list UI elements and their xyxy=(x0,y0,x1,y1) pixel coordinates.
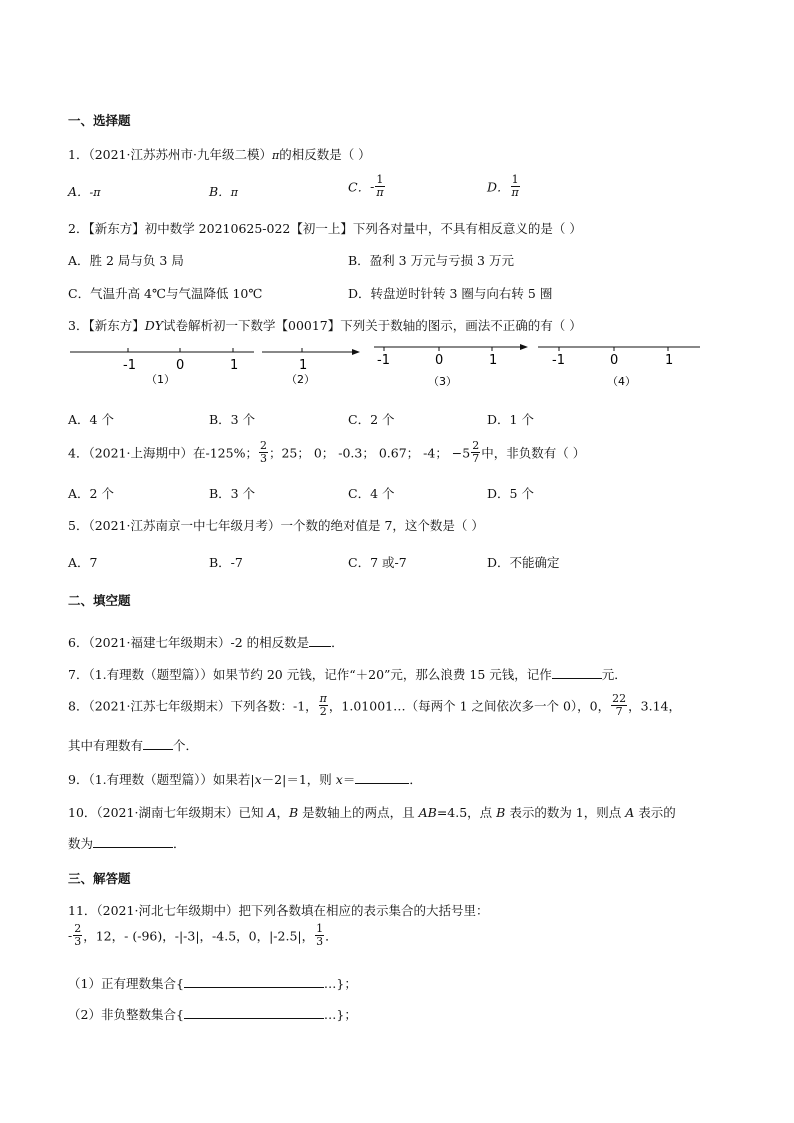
q2-option-c[interactable]: C．气温升高 4℃与气温降低 10℃ xyxy=(68,286,263,301)
q3-option-c[interactable]: C．2 个 xyxy=(348,412,395,427)
pi-symbol: π xyxy=(271,149,280,162)
q3-stem-dy: DY xyxy=(144,318,163,333)
q11-end: ． xyxy=(325,928,338,944)
question-2: 2．【新东方】初中数学 20210625-022【初一上】下列各对量中，不具有相反意义的是（ ） xyxy=(68,221,582,236)
var-AB: AB xyxy=(418,805,437,820)
q7-stem: 7．（1.有理数（题型篇））如果节约 20 元钱，记作“＋20”元，那么浪费 15 元钱，记作 xyxy=(68,667,552,682)
tick-label: -1 xyxy=(552,353,565,368)
tick-label: -1 xyxy=(123,358,136,373)
q1-option-c[interactable] xyxy=(348,174,386,199)
var-A: A xyxy=(267,805,277,820)
q10-s2: 是数轴上的两点，且 xyxy=(298,805,419,820)
section-heading-choice: 一、选择题 xyxy=(68,113,131,128)
numerator: 2 xyxy=(74,922,82,935)
denominator: π xyxy=(376,186,384,199)
figure-caption: （2） xyxy=(286,373,315,386)
q9-eq: ＝ xyxy=(342,772,356,787)
set-label: （1）正有理数集合{ xyxy=(68,976,184,991)
tick-label: 1 xyxy=(230,358,239,373)
answer-blank[interactable] xyxy=(184,1006,324,1019)
question-7 xyxy=(68,665,627,683)
tick-label: 0 xyxy=(176,358,185,373)
q6-stem: 6．（2021·福建七年级期末）-2 的相反数是 xyxy=(68,635,310,650)
q10-stem: 10．（2021·湖南七年级期末）已知 xyxy=(68,805,268,820)
q9-stem: 9．（1.有理数（题型篇））如果若| xyxy=(68,772,255,787)
q5-option-d[interactable]: D．不能确定 xyxy=(487,555,560,570)
q11-nums: ，12，- (-96)，-|-3|，-4.5，0，|-2.5|， xyxy=(83,928,315,944)
q4-option-d[interactable]: D．5 个 xyxy=(487,486,534,501)
numerator: π xyxy=(319,692,327,705)
figure-caption: （3） xyxy=(428,375,457,388)
question-5: 5．（2021·江苏南京一中七年级月考）一个数的绝对值是 7，这个数是（ ） xyxy=(68,518,484,533)
figure-caption: （1） xyxy=(146,373,175,386)
q2-option-a[interactable]: A．胜 2 局与负 3 局 xyxy=(68,253,184,268)
fraction xyxy=(259,440,268,465)
section-heading-fill: 二、填空题 xyxy=(68,593,131,608)
option-value: π xyxy=(230,186,238,199)
q10-tail: ． xyxy=(173,836,186,851)
fraction xyxy=(471,440,480,465)
denominator: 2 xyxy=(319,705,327,718)
question-8-line-2 xyxy=(68,736,198,754)
question-9 xyxy=(68,770,422,788)
question-10 xyxy=(68,803,676,821)
numerator: 1 xyxy=(316,922,324,935)
var-B: B xyxy=(496,805,506,820)
q2-option-d[interactable]: D．转盘逆时针转 3 圈与向右转 5 圈 xyxy=(348,286,553,301)
q4-stem-b: ；25； 0； -0.3； 0.67； -4； −5 xyxy=(268,445,471,461)
fraction xyxy=(319,693,328,718)
question-3 xyxy=(68,316,582,334)
number-line-3 xyxy=(374,344,528,388)
tick-label: 0 xyxy=(610,353,619,368)
q5-option-b[interactable]: B．-7 xyxy=(209,555,243,570)
tick-label: 0 xyxy=(435,353,444,368)
option-label: B． xyxy=(209,184,231,199)
set-close: …}； xyxy=(323,1007,357,1022)
numerator: 2 xyxy=(472,439,480,452)
q9-mid: －2|＝1，则 xyxy=(261,772,336,787)
q9-tail: ． xyxy=(409,772,422,787)
neg-sign: - xyxy=(68,928,73,943)
number-line-1 xyxy=(70,348,254,386)
numerator: 1 xyxy=(511,173,519,186)
number-line-4 xyxy=(538,347,700,388)
answer-blank[interactable] xyxy=(355,771,409,784)
q8-stem-a: 8．（2021·江苏七年级期末）下列各数：-1， xyxy=(68,698,318,714)
q10-s3: =4.5，点 xyxy=(436,805,497,820)
q10-comma: ， xyxy=(276,805,289,820)
q3-option-a[interactable]: A．4 个 xyxy=(68,412,114,427)
q3-option-b[interactable]: B．3 个 xyxy=(209,412,256,427)
number-line-2 xyxy=(262,348,360,386)
question-11-numbers xyxy=(68,923,338,948)
tick-label: 1 xyxy=(665,353,674,368)
fraction xyxy=(375,174,384,199)
q3-option-d[interactable]: D．1 个 xyxy=(487,412,534,427)
q5-option-a[interactable]: A．7 xyxy=(68,555,98,570)
q8-stem-c: ，3.14， xyxy=(628,698,681,714)
q6-tail: ． xyxy=(331,635,344,650)
set-close: …}； xyxy=(323,976,357,991)
question-6 xyxy=(68,633,344,651)
denominator: π xyxy=(511,186,519,199)
q8-tail: 个． xyxy=(173,738,199,753)
option-label: A． xyxy=(68,184,90,199)
var-B: B xyxy=(288,805,299,820)
q8-stem-b: ，1.01001…（每两个 1 之间依次多一个 0），0， xyxy=(328,698,611,714)
q3-stem-a: 3．【新东方】 xyxy=(68,318,145,333)
answer-blank[interactable] xyxy=(184,975,324,988)
q4-option-a[interactable]: A．2 个 xyxy=(68,486,114,501)
q1-option-a[interactable] xyxy=(68,182,100,200)
question-4 xyxy=(68,440,585,465)
question-11: 11．（2021·河北七年级期中）把下列各数填在相应的表示集合的大括号里： xyxy=(68,903,489,918)
q2-option-b[interactable]: B．盈利 3 万元与亏损 3 万元 xyxy=(348,253,514,268)
option-sign: - xyxy=(370,179,375,194)
q10-s5: 表示的 xyxy=(634,805,676,820)
q8-line2: 其中有理数有 xyxy=(68,738,144,753)
var-x: x xyxy=(335,772,343,787)
q10-s4: 表示的数为 1，则点 xyxy=(505,805,626,820)
q1-stem: 1．（2021·江苏苏州市·九年级二模） xyxy=(68,147,272,162)
answer-blank[interactable] xyxy=(552,666,602,679)
var-x: x xyxy=(254,772,262,787)
denominator: 7 xyxy=(615,705,623,718)
q5-option-c[interactable]: C．7 或-7 xyxy=(348,555,407,570)
tick-label: -1 xyxy=(377,353,390,368)
answer-blank[interactable] xyxy=(143,737,173,750)
fraction xyxy=(511,174,520,199)
option-label: D． xyxy=(487,179,510,195)
question-1 xyxy=(68,145,371,163)
set-positive-rationals xyxy=(68,974,357,992)
question-8 xyxy=(68,693,681,718)
denominator: 3 xyxy=(259,452,267,465)
var-A: A xyxy=(625,805,635,820)
tick-label: 1 xyxy=(489,353,498,368)
q4-stem-c: 中，非负数有（ ） xyxy=(481,445,586,461)
denominator: 7 xyxy=(472,452,480,465)
q4-option-c[interactable]: C．4 个 xyxy=(348,486,395,501)
q4-option-b[interactable]: B．3 个 xyxy=(209,486,256,501)
denominator: 3 xyxy=(74,935,82,948)
question-10-line-2 xyxy=(68,834,186,852)
q1-tail: 的相反数是（ ） xyxy=(279,147,371,162)
q7-tail: 元． xyxy=(601,667,627,682)
q3-stem-b: 试卷解析初一下数学【00017】下列关于数轴的图示，画法不正确的有（ ） xyxy=(163,318,582,333)
numerator: 2 xyxy=(259,439,267,452)
set-nonnegative-integers xyxy=(68,1005,357,1023)
tick-label: 1 xyxy=(299,358,308,373)
option-label: C． xyxy=(348,179,371,195)
fraction xyxy=(611,693,627,718)
answer-blank[interactable] xyxy=(93,835,173,848)
q4-stem-a: 4．（2021·上海期中）在-125%； xyxy=(68,445,258,461)
denominator: 3 xyxy=(316,935,324,948)
numerator: 1 xyxy=(376,173,384,186)
fraction xyxy=(73,923,82,948)
figure-caption: （4） xyxy=(607,375,636,388)
set-label: （2）非负整数集合{ xyxy=(68,1007,184,1022)
q10-line2: 数为 xyxy=(68,836,94,851)
q1-option-d[interactable] xyxy=(487,174,521,199)
q1-option-b[interactable] xyxy=(209,182,238,200)
number-line-figures xyxy=(68,338,708,390)
section-heading-answer: 三、解答题 xyxy=(68,871,131,886)
fraction xyxy=(315,923,324,948)
option-value: -π xyxy=(89,186,101,199)
numerator: 22 xyxy=(612,692,627,705)
answer-blank[interactable] xyxy=(309,634,331,647)
